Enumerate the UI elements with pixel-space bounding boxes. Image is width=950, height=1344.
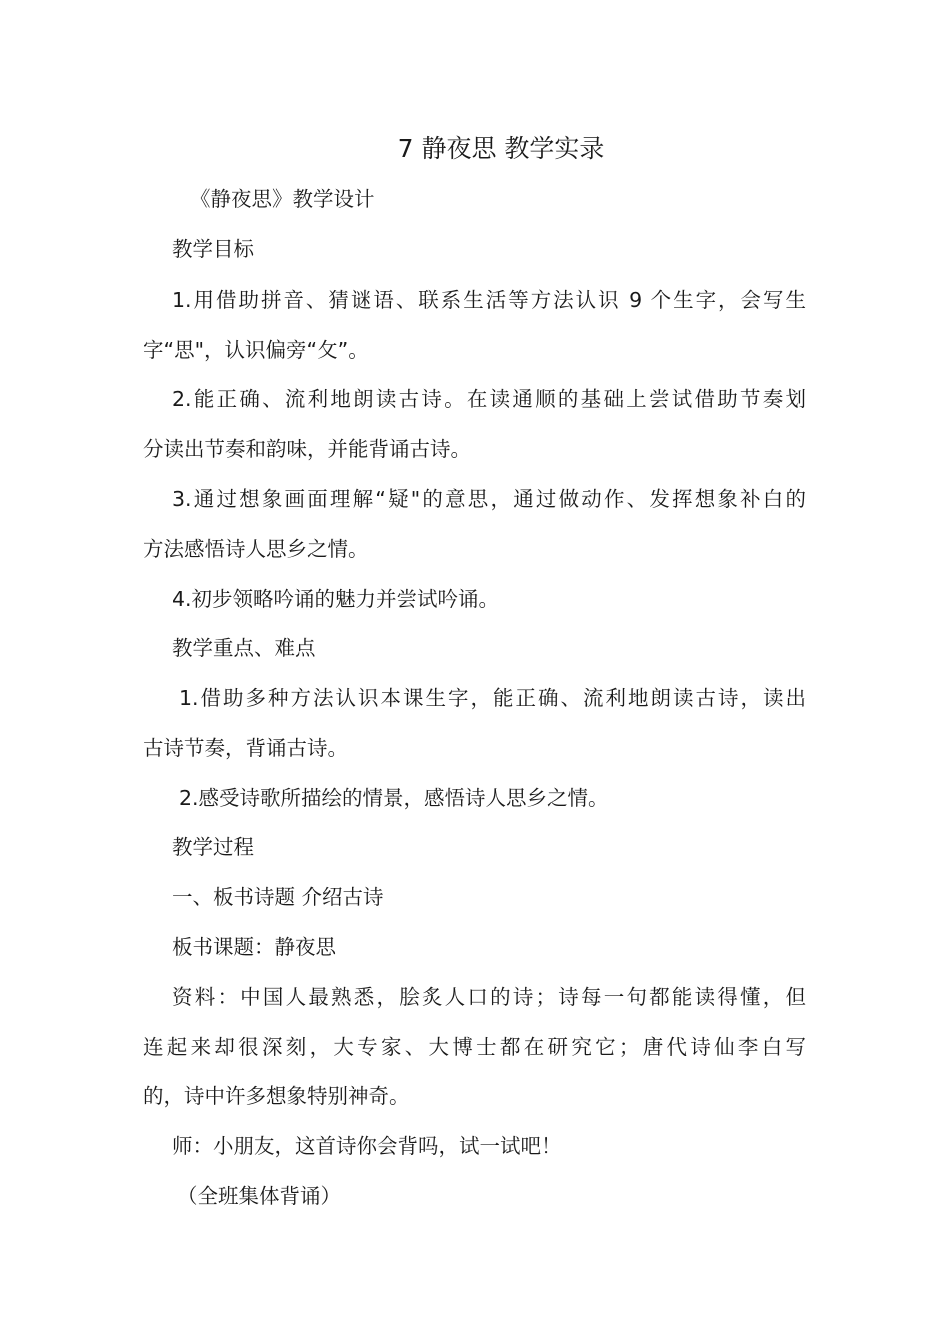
objective-3-line-2: 方法感悟诗人思乡之情。 bbox=[143, 537, 369, 561]
material-line-1: 资料：中国人最熟悉，脍炙人口的诗；诗每一句都能读得懂，但 bbox=[172, 985, 806, 1009]
objective-1-line-1: 1.用借助拼音、猜谜语、联系生活等方法认识 9 个生字，会写生 bbox=[172, 288, 806, 312]
key-point-1-line-2: 古诗节奏，背诵古诗。 bbox=[143, 736, 348, 760]
heading-process: 教学过程 bbox=[172, 835, 254, 859]
subtitle-design: 《静夜思》教学设计 bbox=[190, 187, 375, 211]
section-1-heading: 一、板书诗题 介绍古诗 bbox=[172, 885, 384, 909]
material-line-3: 的，诗中许多想象特别神奇。 bbox=[143, 1084, 410, 1108]
objective-2-line-1: 2.能正确、流利地朗读古诗。在读通顺的基础上尝试借助节奏划 bbox=[172, 387, 806, 411]
key-point-2: 2.感受诗歌所描绘的情景，感悟诗人思乡之情。 bbox=[179, 786, 609, 810]
heading-key-points: 教学重点、难点 bbox=[172, 636, 316, 660]
teacher-prompt: 师：小朋友，这首诗你会背吗，试一试吧！ bbox=[172, 1134, 562, 1158]
heading-objectives: 教学目标 bbox=[172, 237, 254, 261]
objective-1-line-2: 字“思"，认识偏旁“攵”。 bbox=[143, 338, 369, 362]
material-line-2: 连起来却很深刻，大专家、大博士都在研究它；唐代诗仙李白写 bbox=[143, 1035, 806, 1059]
board-title: 板书课题：静夜思 bbox=[172, 935, 336, 959]
document-title: 7 静夜思 教学实录 bbox=[397, 134, 605, 163]
class-recitation-note: （全班集体背诵） bbox=[177, 1184, 341, 1208]
objective-3-line-1: 3.通过想象画面理解“疑"的意思，通过做动作、发挥想象补白的 bbox=[172, 487, 806, 511]
objective-4: 4.初步领略吟诵的魅力并尝试吟诵。 bbox=[172, 587, 500, 611]
key-point-1-line-1: 1.借助多种方法认识本课生字，能正确、流利地朗读古诗，读出 bbox=[179, 686, 806, 710]
objective-2-line-2: 分读出节奏和韵味，并能背诵古诗。 bbox=[143, 437, 471, 461]
